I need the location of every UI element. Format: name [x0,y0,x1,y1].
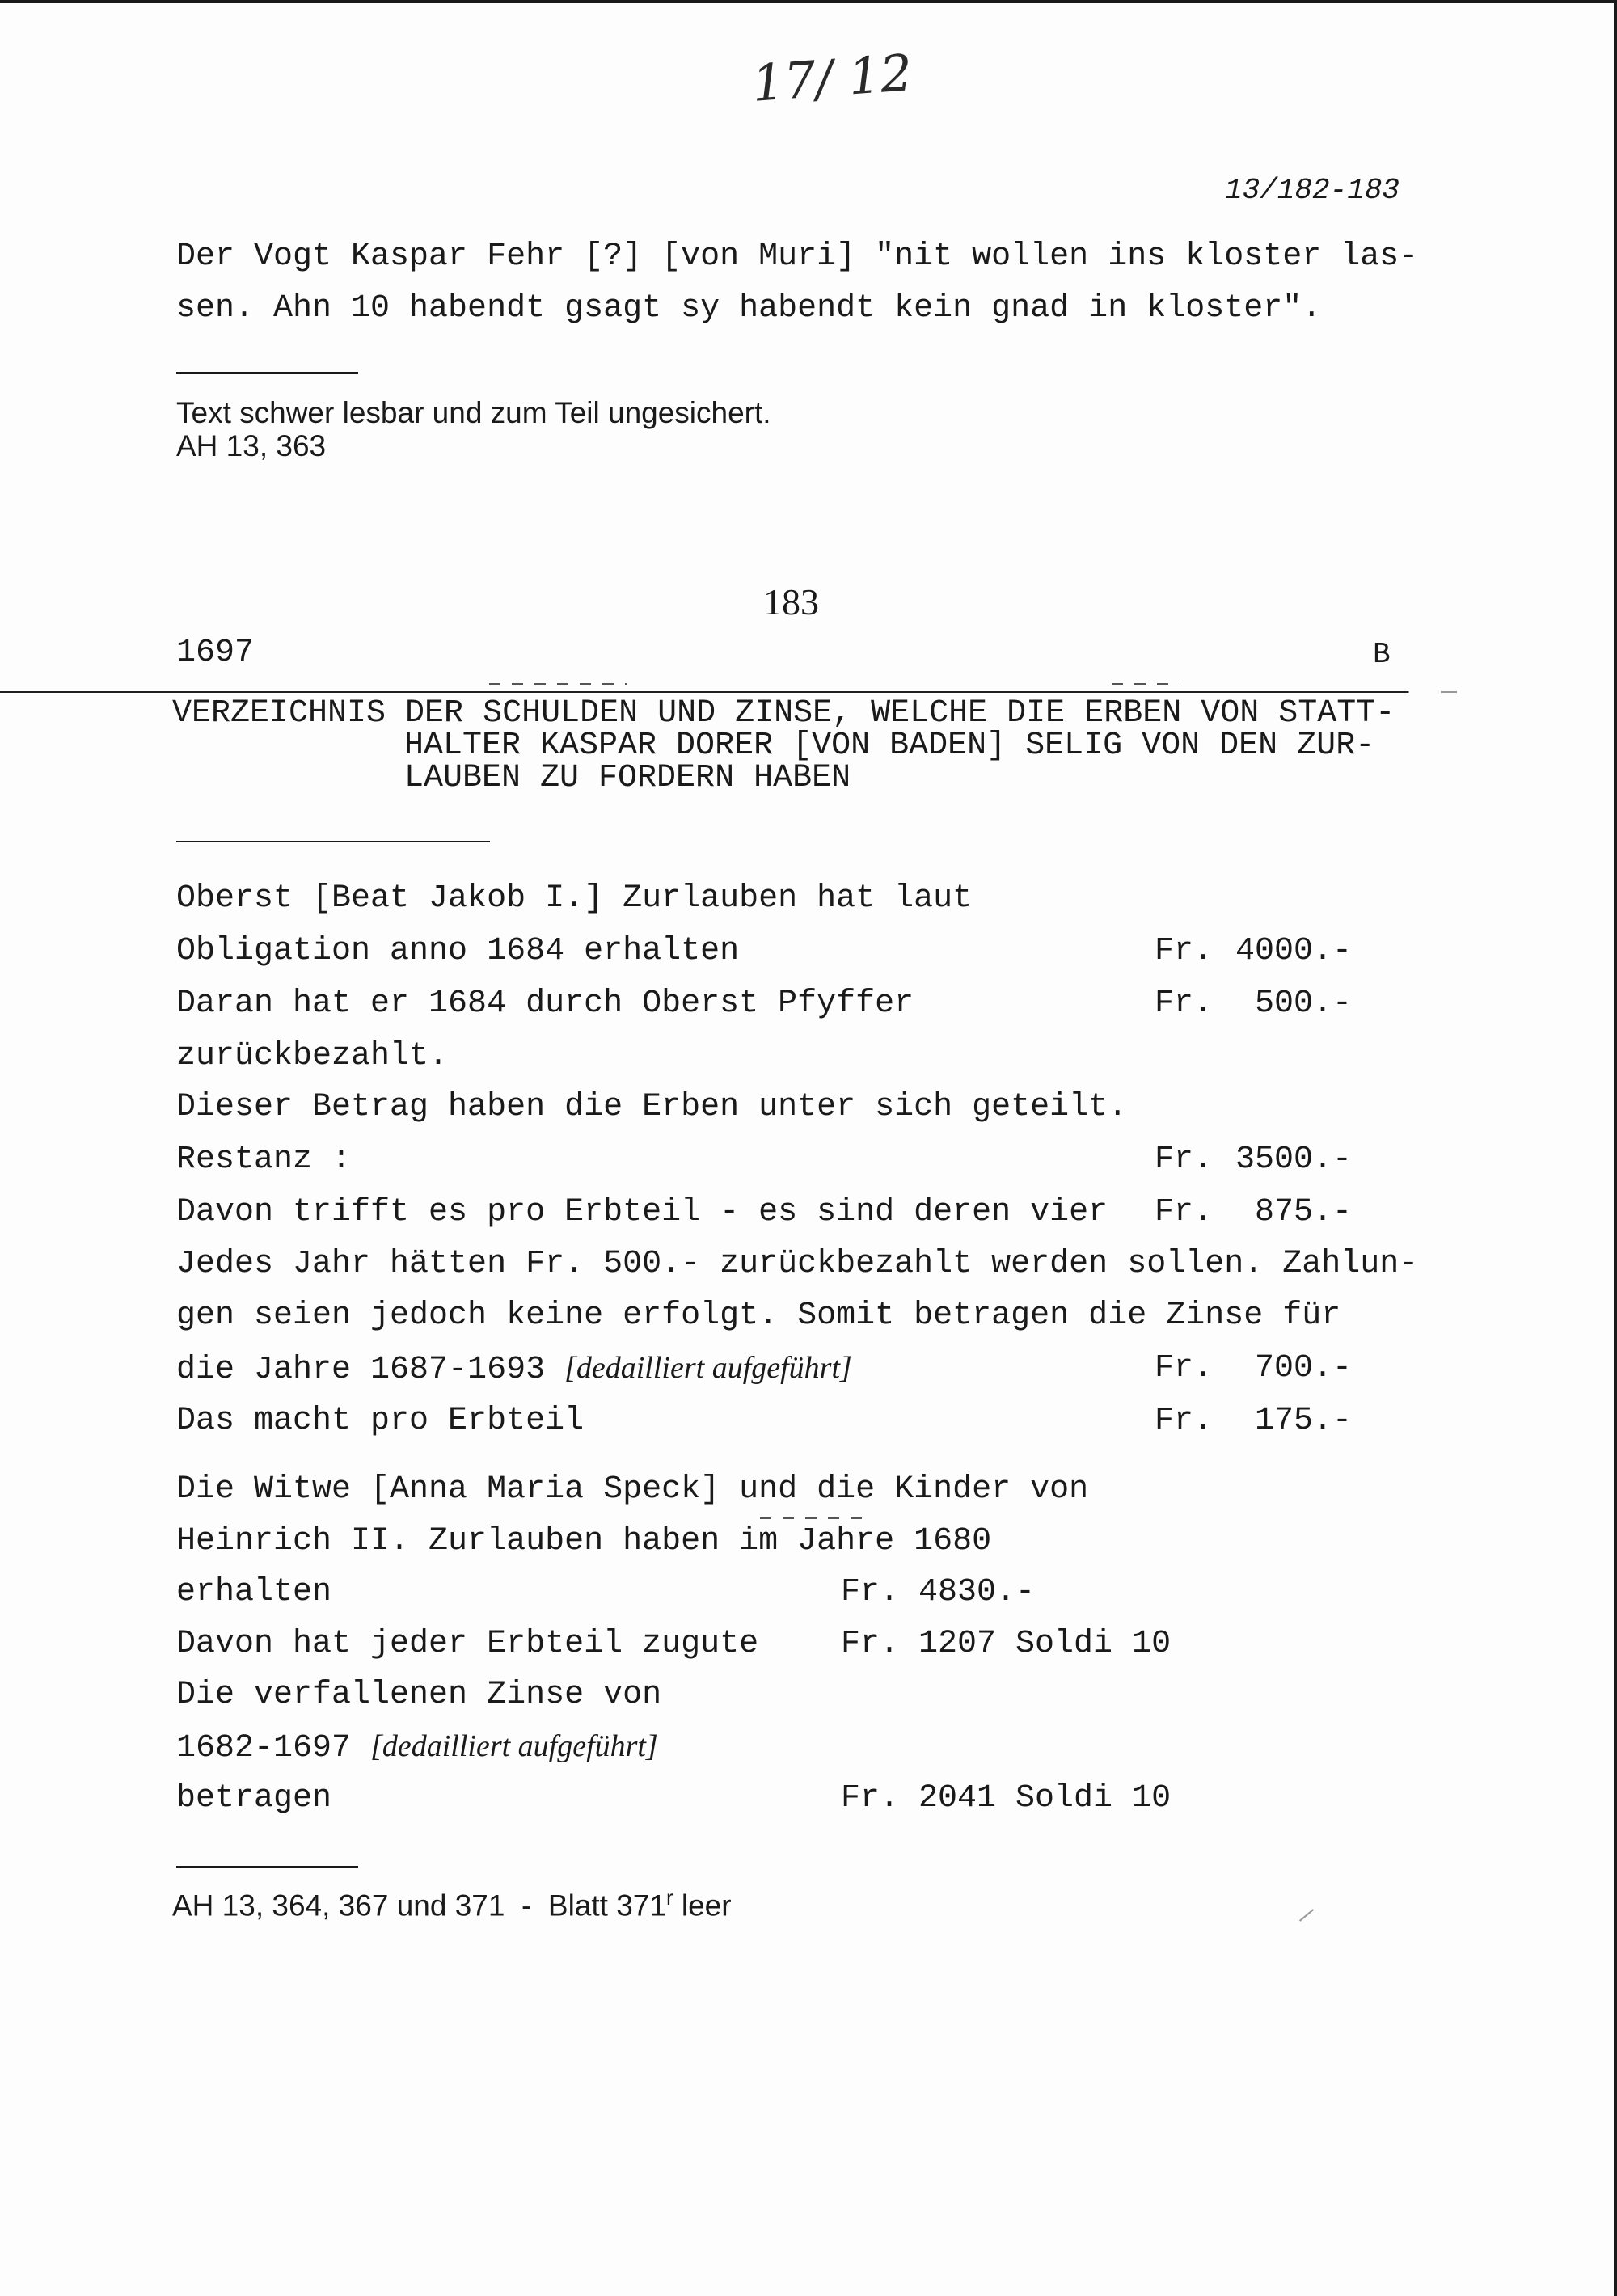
scan-edge-top [0,0,1617,3]
years-text: 1682-1697 [176,1730,352,1766]
years-text: die Jahre 1687-1693 [176,1352,546,1388]
entry-text: Obligation anno 1684 erhalten [176,933,740,969]
scan-edge-right [1614,0,1617,2296]
entry-currency: Fr. [1155,933,1214,969]
heading-line-1: VERZEICHNIS DER SCHULDEN UND ZINSE, WELCHE DIE ERBEN VON STATT- [172,695,1395,732]
entry-amount: Fr. 4830.- [841,1574,1036,1610]
entry-amount: 700.- [1255,1350,1353,1386]
entry-text: Heinrich II. Zurlauben haben im Jahre 1680 [176,1523,992,1560]
entry-text: Restanz : [176,1142,352,1178]
footer-divider [176,1866,358,1868]
entry-amount: 3500.- [1235,1142,1353,1178]
entry-text: Davon trifft es pro Erbteil - es sind deren vier [176,1194,1108,1230]
page-reference: 13/182-183 [1225,174,1400,207]
entry-amount: 4000.- [1235,933,1353,969]
underline-marks-3 [760,1517,873,1519]
entry-currency: Fr. [1155,1194,1214,1230]
document-number: 183 [763,581,819,623]
entry-text [176,1353,852,1386]
entry-amount: Fr. 2041 Soldi 10 [841,1780,1172,1817]
entry-text: Daran hat er 1684 durch Oberst Pfyffer [176,986,914,1022]
entry-text: Das macht pro Erbteil [176,1403,585,1439]
footer-superscript: r [665,1887,673,1910]
entry-text [176,1731,658,1765]
document-letter: B [1373,638,1391,671]
entry-text: betragen [176,1780,332,1817]
entry-text: Dieser Betrag haben die Erben unter sich geteilt. [176,1089,1128,1125]
handwritten-note: 17/ 12 [749,43,914,113]
entry-text: Die verfallenen Zinse von [176,1677,662,1713]
heading-line-2: HALTER KASPAR DORER [VON BADEN] SELIG VON DEN ZUR- [404,728,1375,764]
footer-suffix: leer [673,1889,732,1922]
entry-currency: Fr. [1155,986,1214,1022]
entry-amount: 175.- [1255,1403,1353,1439]
entry-currency: Fr. [1155,1403,1214,1439]
entry-text: Oberst [Beat Jakob I.] Zurlauben hat laut [176,880,973,917]
entry-currency: Fr. [1155,1142,1214,1178]
footer-text: AH 13, 364, 367 und 371 - Blatt 371 [172,1889,666,1922]
stray-mark [1299,1909,1314,1922]
entry-amount: 500.- [1255,986,1353,1022]
entry-amount: Fr. 1207 Soldi 10 [841,1626,1172,1662]
footer-source [172,1889,732,1920]
top-entry-line-1: Der Vogt Kaspar Fehr [?] [von Muri] "nit wollen ins kloster las- [176,238,1419,275]
header-rule [0,691,1601,693]
top-note-line-1: Text schwer lesbar und zum Teil ungesichert. [176,396,771,429]
entry-amount: 875.- [1255,1194,1353,1230]
entry-text: Die Witwe [Anna Maria Speck] und die Kinder von [176,1471,1089,1508]
top-entry-line-2: sen. Ahn 10 habendt gsagt sy habendt kein gnad in kloster". [176,290,1322,327]
years-note: [dedailliert aufgeführt] [370,1729,658,1763]
heading-line-3: LAUBEN ZU FORDERN HABEN [404,760,851,796]
underline-marks-2 [1112,683,1180,685]
top-note-line-2: AH 13, 363 [176,429,327,462]
entry-text: gen seien jedoch keine erfolgt. Somit betragen die Zinse für [176,1298,1341,1334]
top-notes-divider [176,372,358,374]
entry-text: zurückbezahlt. [176,1038,449,1074]
entry-currency: Fr. [1155,1350,1214,1386]
entry-text: Jedes Jahr hätten Fr. 500.- zurückbezahlt werden sollen. Zahlun- [176,1246,1419,1282]
document-year: 1697 [176,635,255,671]
section-divider [176,841,490,842]
years-note: [dedailliert aufgeführt] [564,1351,852,1385]
entry-text: Davon hat jeder Erbteil zugute [176,1626,759,1662]
entry-text: erhalten [176,1574,332,1610]
underline-marks [489,683,627,685]
